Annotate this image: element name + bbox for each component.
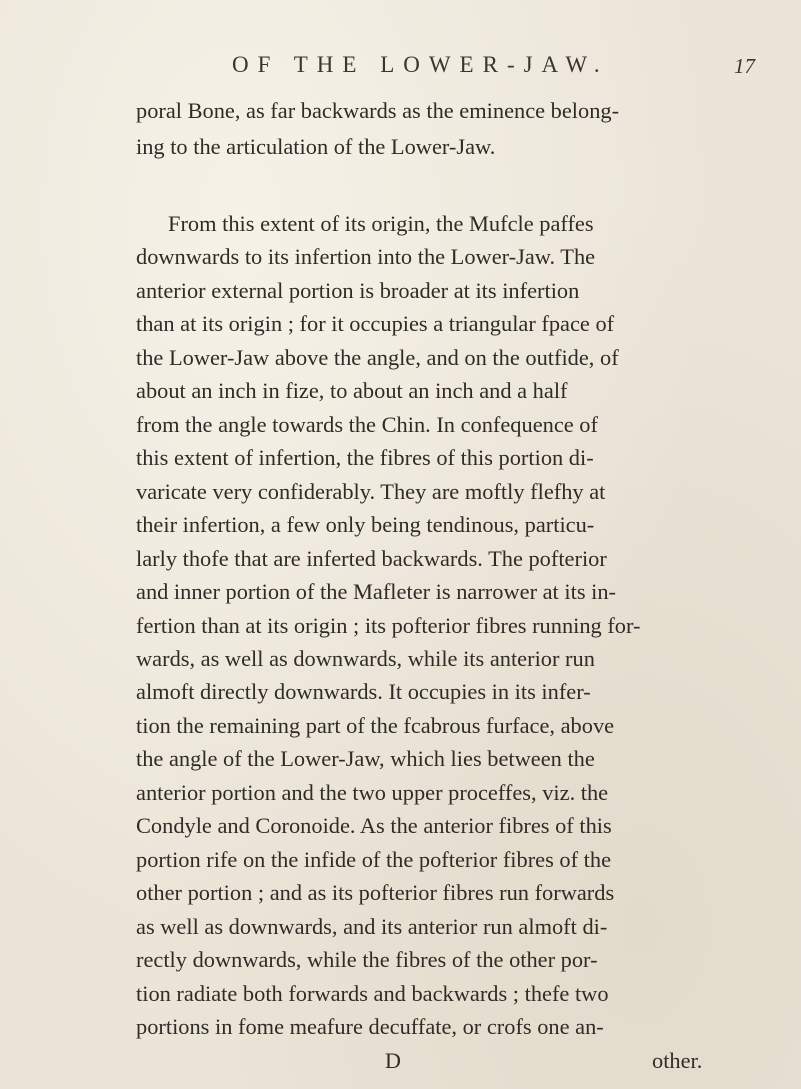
signature-mark: D <box>385 1048 401 1073</box>
text-line: the angle of the Lower-Jaw, which lies between the <box>136 746 595 771</box>
text-line: wards, as well as downwards, while its anterior run <box>136 646 595 671</box>
running-title: OF THE LOWER-JAW. <box>232 52 609 77</box>
text-line: larly thofe that are inferted backwards. The pofterior <box>136 546 607 571</box>
text-line: than at its origin ; for it occupies a triangular fpace of <box>136 311 615 336</box>
text-line: varicate very confiderably. They are moftly flefhy at <box>136 479 606 504</box>
text-line: tion radiate both forwards and backwards ; thefe two <box>136 981 609 1006</box>
text-line: as well as downwards, and its anterior run almoft di- <box>136 914 608 939</box>
text-line: this extent of infertion, the fibres of this portion di- <box>136 445 594 470</box>
text-line: anterior external portion is broader at its infertion <box>136 278 580 303</box>
text-line: poral Bone, as far backwards as the eminence belong- <box>136 98 620 123</box>
text-line: about an inch in fize, to about an inch and a half <box>136 378 568 403</box>
text-line: Condyle and Coronoide. As the anterior fibres of this <box>136 813 612 838</box>
text-line: anterior portion and the two upper proceffes, viz. the <box>136 780 609 805</box>
text-line: fertion than at its origin ; its pofterior fibres running for- <box>136 613 641 638</box>
text-line: portions in fome meafure decuffate, or crofs one an- <box>136 1014 604 1039</box>
text-line: rectly downwards, while the fibres of the other por- <box>136 947 598 972</box>
page-number: 17 <box>734 54 755 78</box>
text-line: From this extent of its origin, the Mufcle paffes <box>168 211 594 236</box>
text-line: from the angle towards the Chin. In confequence of <box>136 412 598 437</box>
text-line: and inner portion of the Mafleter is narrower at its in- <box>136 579 616 604</box>
text-line: other portion ; and as its pofterior fibres run forwards <box>136 880 615 905</box>
text-line: portion rife on the infide of the pofterior fibres of the <box>136 847 612 872</box>
catchword: other. <box>652 1048 703 1073</box>
text-line: ing to the articulation of the Lower-Jaw. <box>136 134 496 159</box>
text-line: their infertion, a few only being tendinous, particu- <box>136 512 595 537</box>
text-line: almoft directly downwards. It occupies in its infer- <box>136 679 591 704</box>
text-line: downwards to its infertion into the Lower-Jaw. The <box>136 244 596 269</box>
running-head <box>0 52 801 86</box>
text-line: tion the remaining part of the fcabrous furface, above <box>136 713 615 738</box>
text-line: the Lower-Jaw above the angle, and on the outfide, of <box>136 345 619 370</box>
